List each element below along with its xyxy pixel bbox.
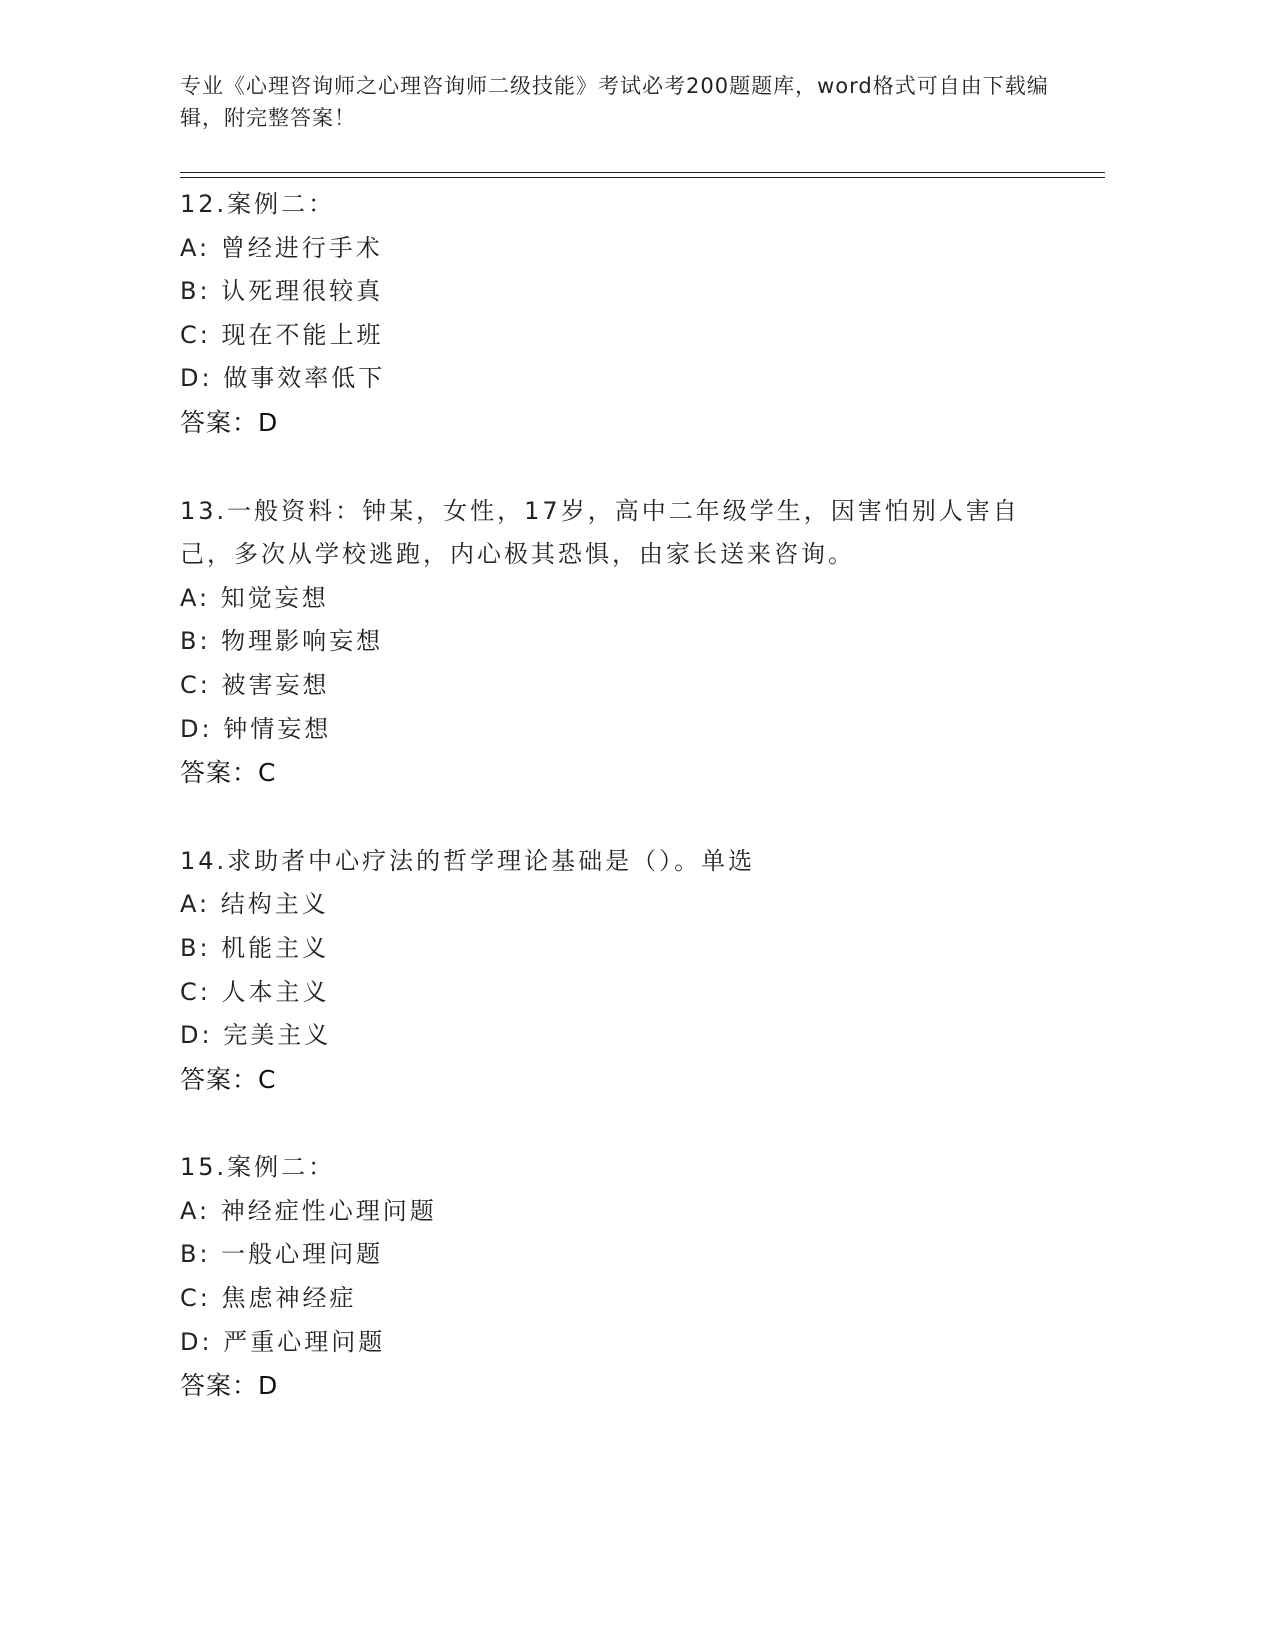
question-12 — [180, 183, 1080, 445]
header-divider-top — [180, 172, 1105, 173]
question-list — [180, 183, 1080, 1453]
question-stem: 13.一般资料：钟某，女性，17岁，高中二年级学生，因害怕别人害自己，多次从学校逃跑，内心极其恐惧，由家长送来咨询。 — [180, 496, 1020, 569]
option-a: A: 神经症性心理问题 — [180, 1196, 437, 1225]
option-c: C: 被害妄想 — [180, 670, 330, 699]
option-b: B: 物理影响妄想 — [180, 627, 384, 656]
answer-label: 答案：D — [180, 407, 279, 437]
header-divider-bottom — [180, 177, 1105, 178]
option-c: C: 人本主义 — [180, 977, 330, 1006]
answer-label: 答案：C — [180, 758, 277, 788]
option-a: A: 知觉妄想 — [180, 583, 329, 612]
answer-label: 答案：D — [180, 1371, 279, 1401]
option-b: B: 一般心理问题 — [180, 1240, 384, 1269]
question-15 — [180, 1146, 1080, 1408]
document-header: 专业《心理咨询师之心理咨询师二级技能》考试必考200题题库，word格式可自由下载编辑，附完整答案！ — [180, 74, 1049, 130]
option-c: C: 焦虑神经症 — [180, 1284, 357, 1313]
option-d: D: 严重心理问题 — [180, 1327, 386, 1356]
answer-label: 答案：C — [180, 1064, 277, 1094]
question-14 — [180, 840, 1080, 1102]
option-b: B: 认死理很较真 — [180, 277, 384, 306]
question-stem: 12.案例二： — [180, 190, 336, 218]
option-d: D: 做事效率低下 — [180, 364, 386, 393]
option-a: A: 结构主义 — [180, 890, 329, 919]
question-stem: 15.案例二： — [180, 1153, 336, 1182]
option-a: A: 曾经进行手术 — [180, 233, 383, 262]
option-d: D: 完美主义 — [180, 1021, 332, 1050]
option-d: D: 钟情妄想 — [180, 714, 332, 743]
option-b: B: 机能主义 — [180, 933, 330, 962]
question-13 — [180, 490, 1080, 795]
option-c: C: 现在不能上班 — [180, 320, 384, 349]
question-stem: 14.求助者中心疗法的哲学理论基础是（）。单选 — [180, 846, 756, 875]
